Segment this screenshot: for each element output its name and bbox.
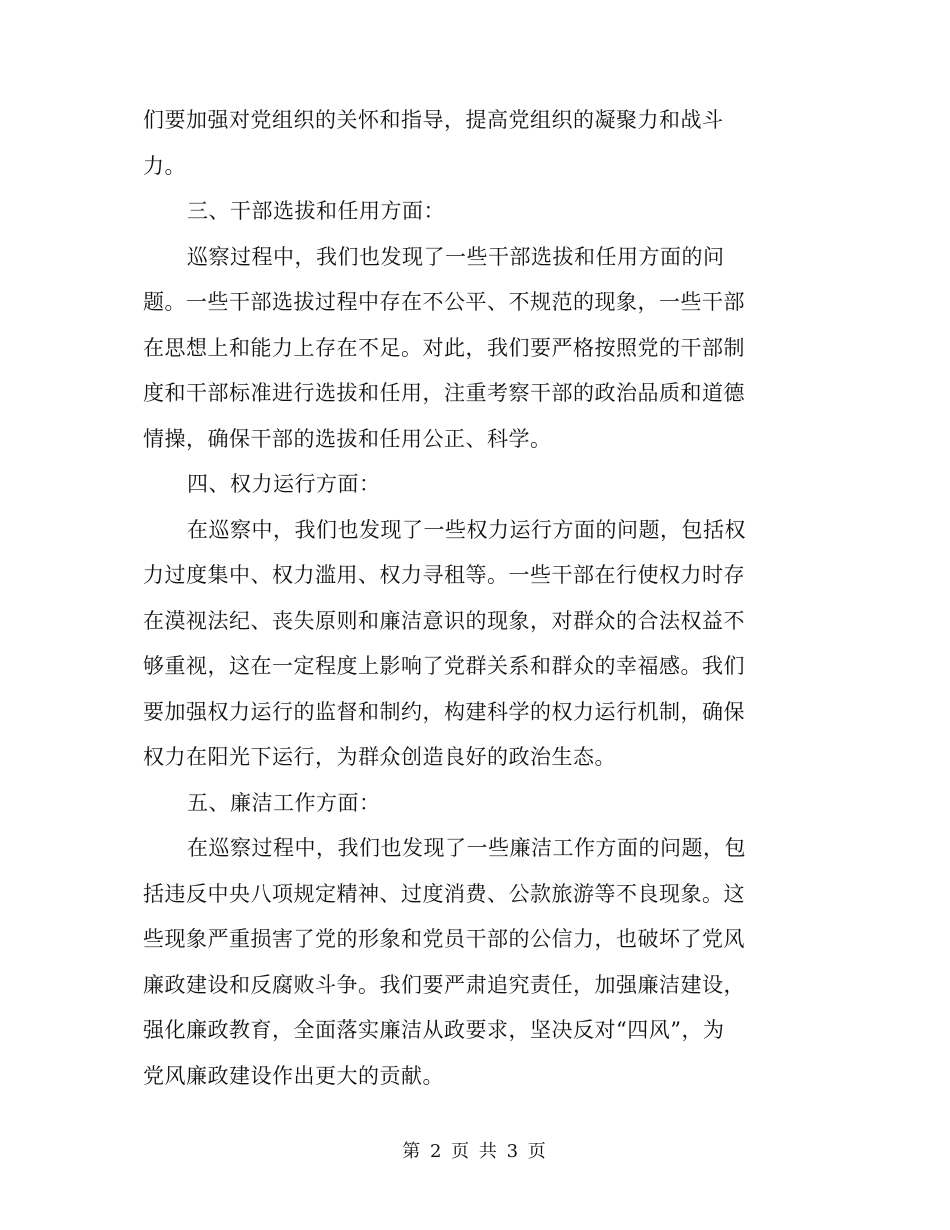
page-number: 第 2 页 共 3 页	[402, 1141, 548, 1162]
text-line: 力过度集中、权力滥用、权力寻租等。一些干部在行使权力时存	[143, 563, 745, 587]
text-line: 情操，确保干部的选拔和任用公正、科学。	[143, 426, 552, 451]
text-line: 权力在阳光下运行，为群众创造良好的政治生态。	[143, 745, 616, 769]
text-line: 廉政建设和反腐败斗争。我们要严肃追究责任，加强廉洁建设，	[143, 972, 745, 997]
text-line: 党风廉政建设作出更大的贡献。	[143, 1063, 444, 1088]
text-line: 题。一些干部选拔过程中存在不公平、不规范的现象，一些干部	[143, 290, 745, 314]
text-line: 在巡察中，我们也发现了一些权力运行方面的问题，包括权	[187, 517, 746, 542]
text-line: 在巡察过程中，我们也发现了一些廉洁工作方面的问题，包	[187, 836, 746, 860]
text-line: 要加强权力运行的监督和制约，构建科学的权力运行机制，确保	[143, 699, 745, 724]
text-line: 在漠视法纪、丧失原则和廉洁意识的现象，对群众的合法权益不	[143, 608, 745, 633]
text-line: 够重视，这在一定程度上影响了党群关系和群众的幸福感。我们	[143, 654, 745, 678]
text-line: 些现象严重损害了党的形象和党员干部的公信力，也破坏了党风	[143, 927, 745, 951]
text-line: 们要加强对党组织的关怀和指导，提高党组织的凝聚力和战斗	[143, 108, 724, 132]
text-line: 在思想上和能力上存在不足。对此，我们要严格按照党的干部制	[143, 335, 745, 360]
document-body	[143, 98, 803, 1099]
section-heading: 五、廉洁工作方面：	[187, 790, 381, 815]
text-line: 括违反中央八项规定精神、过度消费、公款旅游等不良现象。这	[143, 881, 745, 906]
section-heading: 四、权力运行方面：	[187, 472, 381, 496]
text-line: 度和干部标准进行选拔和任用，注重考察干部的政治品质和道德	[143, 381, 745, 405]
text-line: 强化廉政教育，全面落实廉洁从政要求，坚决反对“四风”，为	[143, 1018, 725, 1042]
text-line: 力。	[143, 153, 186, 178]
section-heading: 三、干部选拔和任用方面：	[187, 199, 445, 223]
text-line: 巡察过程中，我们也发现了一些干部选拔和任用方面的问	[187, 244, 725, 269]
